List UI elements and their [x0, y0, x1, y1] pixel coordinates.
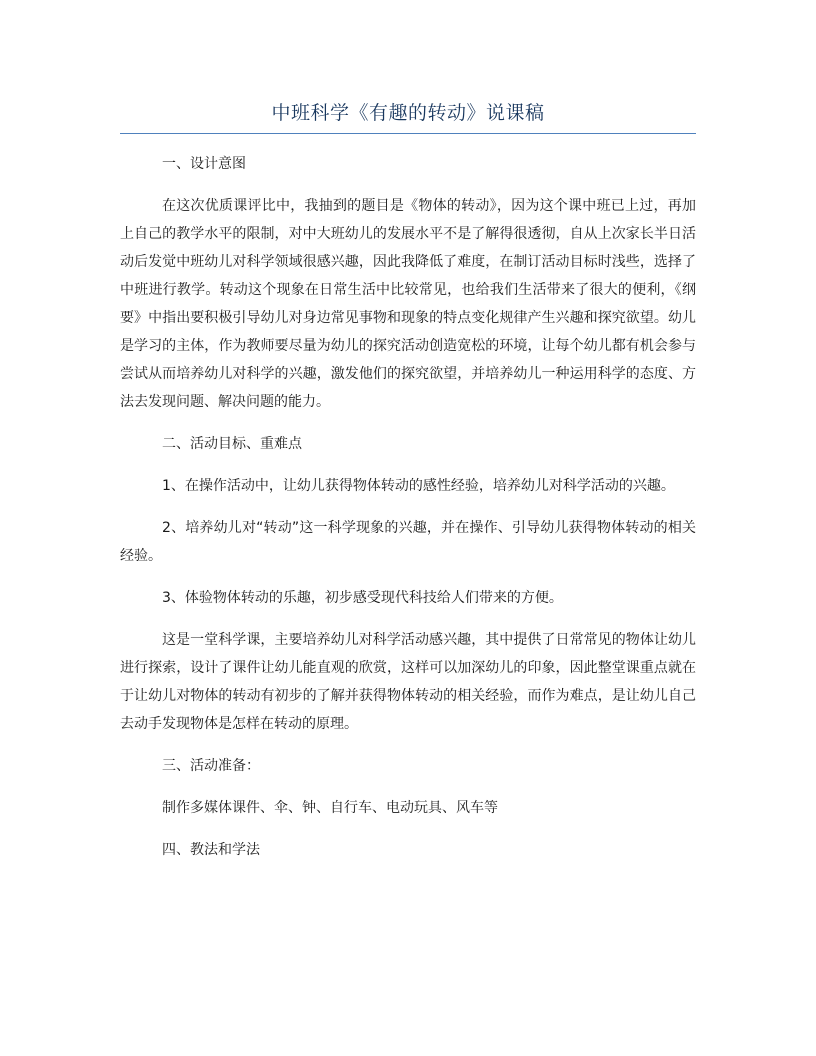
goal-item-3: 3、体验物体转动的乐趣，初步感受现代科技给人们带来的方便。	[162, 590, 563, 606]
section-heading-preparation: 三、活动准备：	[162, 758, 260, 774]
paragraph-design-intent: 在这次优质课评比中，我抽到的题目是《物体的转动》，因为这个课中班已上过，再加上自己的教学水平的限制，对中大班幼儿的发展水平不是了解得很透彻，自从上次家长半日活动后发觉中班幼儿对科学领域很感兴趣，因此我降低了难度，在制订活动目标时浅些，选择了中班进行教学。转动这个现象在日常生活中比较常见，也给我们生活带来了很大的便利，《纲要》中指出要积极引导幼儿对身边常见事物和现象的特点变化规律产生兴趣和探究欲望。幼儿是学习的主体，作为教师要尽量为幼儿的探究活动创造宽松的环境，让每个幼儿都有机会参与尝试从而培养幼儿对科学的兴趣，激发他们的探究欲望，并培养幼儿一种运用科学的态度、方法去发现问题、解决问题的能力。	[120, 198, 696, 410]
paragraph-materials: 制作多媒体课件、伞、钟、自行车、电动玩具、风车等	[162, 800, 498, 816]
title-divider	[120, 133, 696, 134]
goal-item-1: 1、在操作活动中，让幼儿获得物体转动的感性经验，培养幼儿对科学活动的兴趣。	[162, 478, 675, 494]
section-heading-goals: 二、活动目标、重难点	[162, 436, 302, 452]
section-heading-design-intent: 一、设计意图	[162, 156, 246, 172]
paragraph-key-points: 这是一堂科学课，主要培养幼儿对科学活动感兴趣，其中提供了日常常见的物体让幼儿进行探索，设计了课件让幼儿能直观的欣赏，这样可以加深幼儿的印象，因此整堂课重点就在于让幼儿对物体的转动有初步的了解并获得物体转动的相关经验，而作为难点，是让幼儿自己去动手发现物体是怎样在转动的原理。	[120, 632, 696, 732]
goal-item-2: 2、培养幼儿对“转动”这一科学现象的兴趣，并在操作、引导幼儿获得物体转动的相关经验。	[120, 520, 696, 564]
document-title: 中班科学《有趣的转动》说课稿	[271, 102, 545, 124]
document-body	[120, 150, 696, 864]
section-heading-methods: 四、教法和学法	[162, 842, 260, 858]
